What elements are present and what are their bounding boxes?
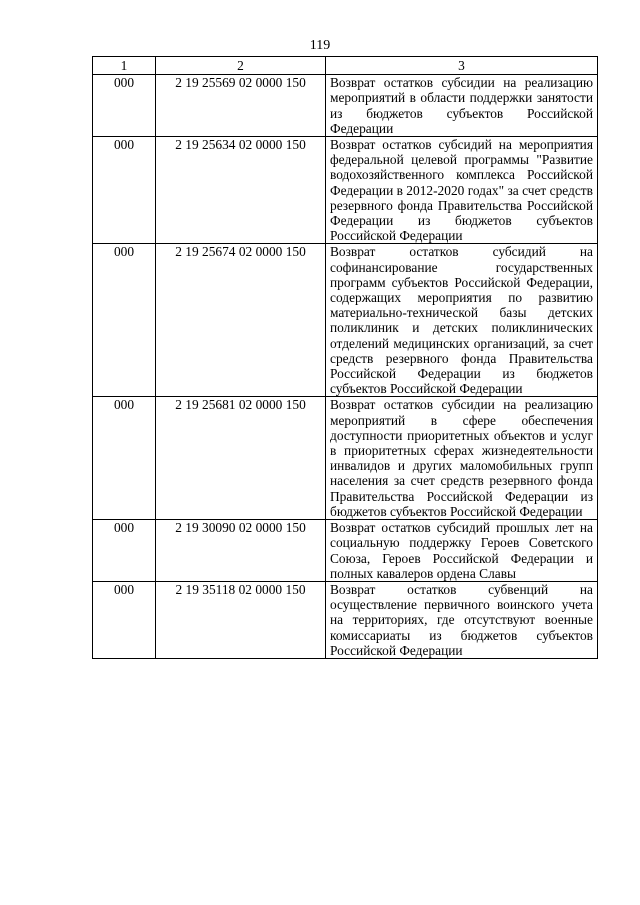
table-header [93, 57, 598, 75]
table-row [93, 244, 598, 397]
table-row [93, 397, 598, 520]
column-header-2: 2 [156, 57, 326, 75]
table-body [93, 75, 598, 659]
budget-code-cell: 2 19 25681 02 0000 150 [156, 397, 326, 520]
admin-code-cell: 000 [93, 397, 156, 520]
page-number: 119 [309, 38, 331, 53]
description-cell: Возврат остатков субсидий прошлых лет на социальную поддержку Героев Советского Союза, Героев Российской Федерации и полных кавалеров ордена Славы [326, 520, 598, 582]
admin-code-cell: 000 [93, 75, 156, 137]
budget-code-cell: 2 19 25569 02 0000 150 [156, 75, 326, 137]
description-cell: Возврат остатков субвенций на осуществление первичного воинского учета на территориях, где отсутствуют военные комиссариаты из бюджетов субъектов Российской Федерации [326, 581, 598, 658]
admin-code-cell: 000 [93, 581, 156, 658]
description-cell: Возврат остатков субсидии на реализацию мероприятий в области поддержки занятости из бюджетов субъектов Российской Федерации [326, 75, 598, 137]
budget-code-cell: 2 19 25634 02 0000 150 [156, 137, 326, 244]
column-header-1: 1 [93, 57, 156, 75]
description-cell: Возврат остатков субсидии на реализацию мероприятий в сфере обеспечения доступности приоритетных объектов и услуг в приоритетных сферах жизнедеятельности инвалидов и других маломобильных групп населения за счет средств резервного фонда Правительства Российской Федерации из бюджетов субъектов Российской Федерации [326, 397, 598, 520]
admin-code-cell: 000 [93, 520, 156, 582]
table-row [93, 581, 598, 658]
description-cell: Возврат остатков субсидий на мероприятия федеральной целевой программы "Развитие водохозяйственного комплекса Российской Федерации в 2012-2020 годах" за счет средств резервного фонда Правительства Российской Федерации из бюджетов субъектов Российской Федерации [326, 137, 598, 244]
budget-codes-table [92, 56, 598, 659]
budget-code-cell: 2 19 35118 02 0000 150 [156, 581, 326, 658]
column-header-3: 3 [326, 57, 598, 75]
table-row [93, 75, 598, 137]
budget-code-cell: 2 19 25674 02 0000 150 [156, 244, 326, 397]
budget-code-cell: 2 19 30090 02 0000 150 [156, 520, 326, 582]
description-cell: Возврат остатков субсидий на софинансирование государственных программ субъектов Российской Федерации, содержащих мероприятия по развитию материально-технической базы детских поликлиник и детских поликлинических отделений медицинских организаций, за счет средств резервного фонда Правительства Российской Федерации из бюджетов субъектов Российской Федерации [326, 244, 598, 397]
table-row [93, 137, 598, 244]
admin-code-cell: 000 [93, 244, 156, 397]
table-row [93, 520, 598, 582]
header-row [93, 57, 598, 75]
admin-code-cell: 000 [93, 137, 156, 244]
